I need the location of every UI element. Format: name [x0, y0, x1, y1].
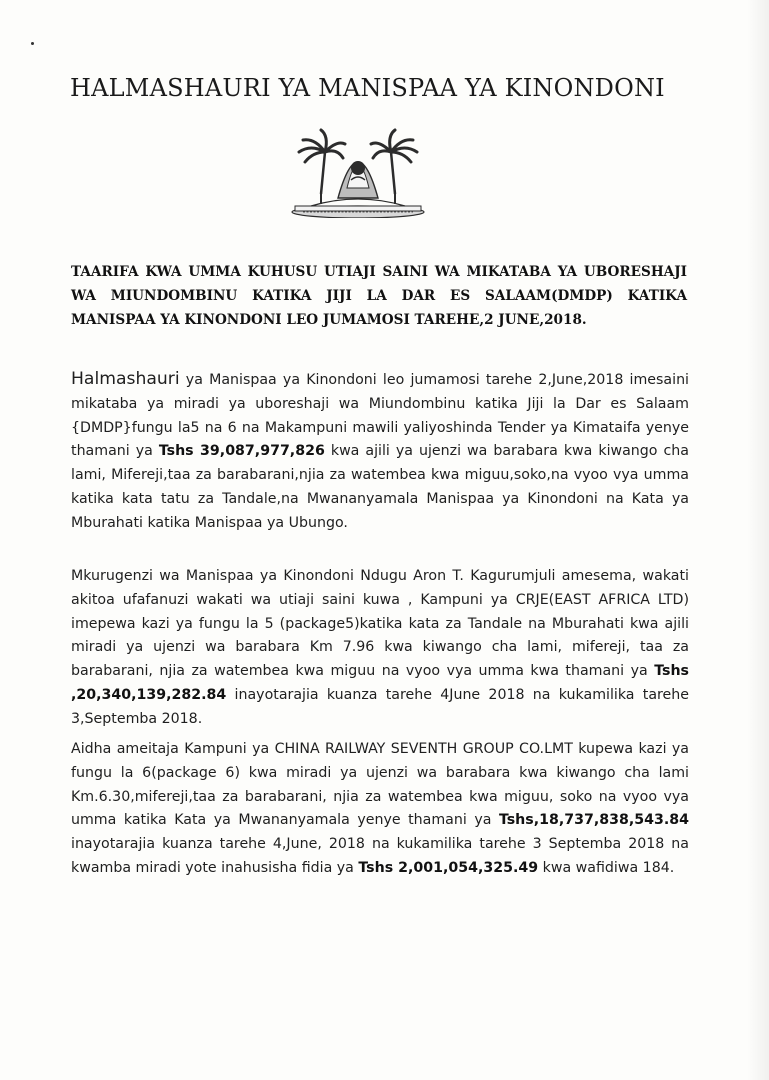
paragraph-3-text: Aidha ameitaja Kampuni ya CHINA RAILWAY SEVENTH GROUP CO.LMT kupewa kazi ya fungu la 6(package 6) kwa miradi ya ujenzi wa barabara kwa kiwango cha lami Km.6.30,mifereji,taa za barabarani, njia za watembea kwa miguu, soko na vyoo vya umma katika Kata ya Mwananyamala yenye thamani ya	[71, 741, 689, 829]
scan-speck	[31, 42, 34, 45]
paragraph-2-text-end: inayotarajia kuanza tarehe 4June 2018 na kukamilika tarehe 3,Septemba 2018.	[71, 686, 689, 727]
municipal-council-emblem-icon	[291, 122, 425, 218]
paragraph-3-text-end: kwa wafidiwa 184.	[538, 859, 675, 876]
paragraph-2-text: Mkurugenzi wa Manispaa ya Kinondoni Ndugu Aron T. Kagurumjuli amesema, wakati akitoa ufafanuzi wakati wa utiaji saini kuwa , Kampuni ya CRJE(EAST AFRICA LTD) imepewa kazi ya fungu la 5 (package5)katika kata za Tandale na Mburahati kwa ajili miradi ya ujenzi wa barabara Km 7.96 kwa kiwango cha lami, mifereji, taa za barabarani, njia za watembea kwa miguu na vyoo vya umma kwa thamani ya	[71, 568, 689, 680]
package-5-amount: Tshs ,20,340,139,282.84	[71, 663, 689, 703]
paragraph-1-text-end: kwa ajili ya ujenzi wa barabara kwa kiwango cha lami, Mifereji,taa za barabarani,njia za watembea kwa miguu,soko,na vyoo vya umma katika kata tatu za Tandale,na Mwananyamala Manispaa ya Kinondoni na Kata ya Mburahati katika Manispaa ya Ubungo.	[71, 443, 689, 531]
paragraph-1-text: ya Manispaa ya Kinondoni leo jumamosi tarehe 2,June,2018 imesaini mikataba ya miradi ya uboreshaji wa Miundombinu katika Jiji la Dar es Salaam {DMDP}fungu la5 na 6 na Makampuni mawili yaliyoshinda Tender ya Kimataifa yenye thamani ya	[71, 372, 689, 460]
total-contract-amount: Tshs 39,087,977,826	[158, 443, 325, 460]
paragraph-1-first-word: Halmashauri	[71, 369, 180, 389]
announcement-heading: TAARIFA KWA UMMA KUHUSU UTIAJI SAINI WA MIKATABA YA UBORESHAJI WA MIUNDOMBINU KATIKA JIJI LA DAR ES SALAAM(DMDP) KATIKA MANISPAA YA KINONDONI LEO JUMAMOSI TAREHE,2 JUNE,2018.	[71, 264, 687, 328]
page-edge-shadow	[747, 0, 769, 1080]
council-title: HALMASHAURI YA MANISPAA YA KINONDONI	[70, 74, 665, 102]
paragraph-2	[71, 565, 689, 732]
package-6-amount: Tshs,18,737,838,543.84	[498, 812, 689, 829]
paragraph-1	[71, 368, 689, 536]
paragraph-3	[71, 738, 689, 881]
paragraph-3-text-middle: inayotarajia kuanza tarehe 4,June, 2018 na kukamilika tarehe 3 Septemba 2018 na kwamba miradi yote inahusisha fidia ya	[71, 836, 689, 876]
compensation-amount: Tshs 2,001,054,325.49	[358, 859, 539, 876]
